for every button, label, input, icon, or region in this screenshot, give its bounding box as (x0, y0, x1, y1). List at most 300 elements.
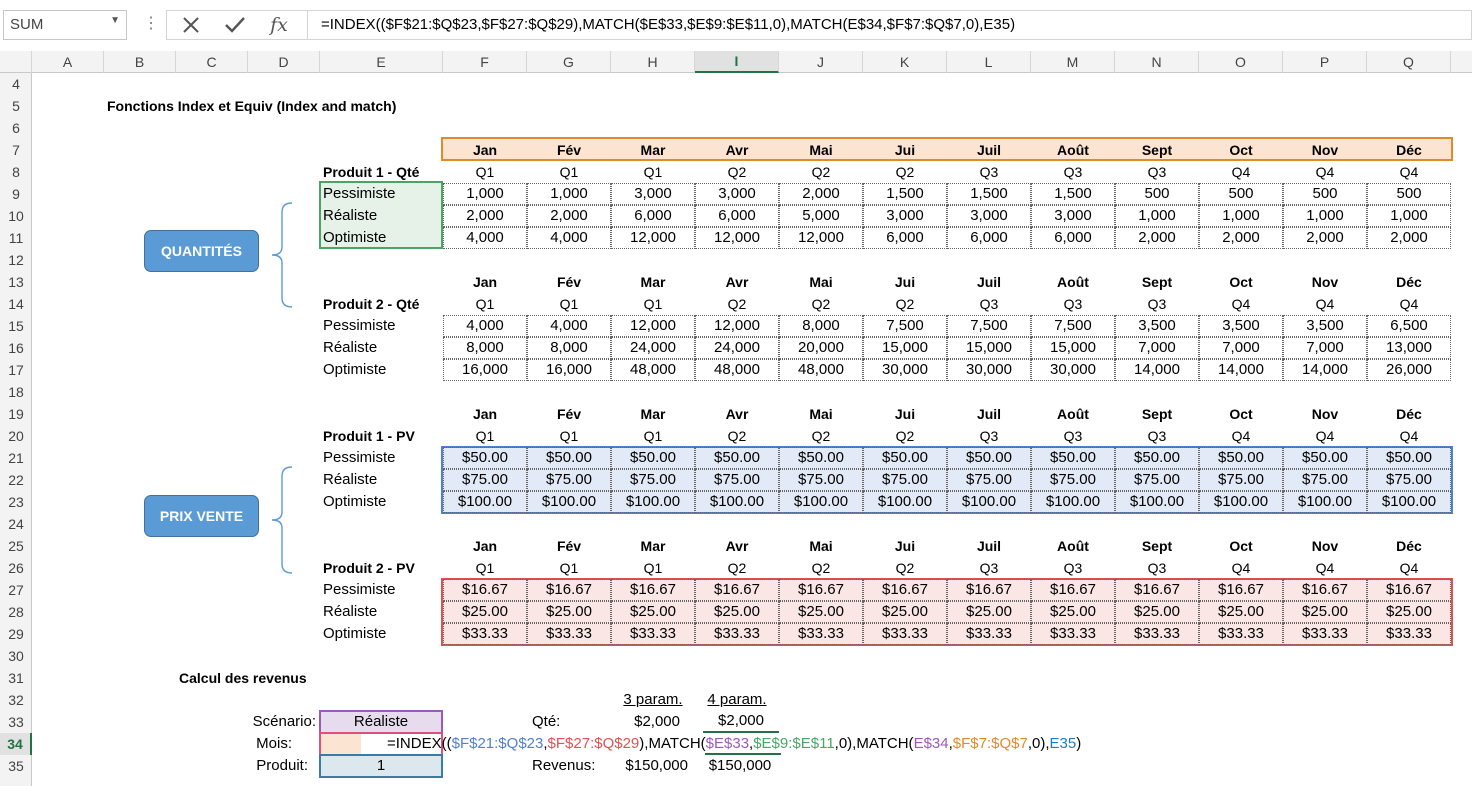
p2-qte-quarter[interactable]: Q2 (811, 296, 831, 312)
row-header-26[interactable]: 26 (8, 560, 24, 576)
p1-qte-month-header[interactable]: Sept (1141, 142, 1173, 158)
data-cell[interactable]: $75.00 (779, 469, 863, 491)
data-cell[interactable]: 6,000 (695, 205, 779, 227)
data-cell[interactable]: 4,000 (443, 227, 527, 249)
row-header-30[interactable]: 30 (8, 648, 24, 664)
p2-pv-quarter[interactable]: Q4 (1315, 560, 1335, 576)
p1-qte-quarter[interactable]: Q2 (811, 164, 831, 180)
data-cell[interactable]: 1,500 (863, 183, 947, 205)
p2-qte-label[interactable]: Produit 2 - Qté (323, 296, 420, 312)
data-cell[interactable]: $75.00 (527, 469, 611, 491)
qte-4param-value[interactable]: $2,000 (703, 711, 779, 733)
data-cell[interactable]: 24,000 (695, 337, 779, 359)
p1-pv-month-header[interactable]: Jan (472, 406, 498, 422)
p2-pv-scenario-label[interactable]: Pessimiste (323, 581, 396, 598)
p2-qte-quarter[interactable]: Q4 (1315, 296, 1335, 312)
p2-pv-quarter[interactable]: Q3 (1147, 560, 1167, 576)
p1-qte-quarter[interactable]: Q3 (1063, 164, 1083, 180)
column-header-k[interactable]: K (863, 51, 947, 73)
p2-qte-quarter[interactable]: Q4 (1399, 296, 1419, 312)
data-cell[interactable]: 24,000 (611, 337, 695, 359)
data-cell[interactable]: $33.33 (947, 623, 1031, 645)
produit-input[interactable]: 1 (319, 754, 443, 778)
p1-qte-quarter[interactable]: Q3 (979, 164, 999, 180)
p1-qte-scenario-label[interactable]: Pessimiste (323, 185, 396, 202)
row-header-33[interactable]: 33 (8, 714, 24, 730)
data-cell[interactable]: 6,000 (863, 227, 947, 249)
p1-qte-quarter[interactable]: Q4 (1231, 164, 1251, 180)
row-header-32[interactable]: 32 (8, 692, 24, 708)
data-cell[interactable]: 48,000 (779, 359, 863, 381)
data-cell[interactable]: $25.00 (1199, 601, 1283, 623)
data-cell[interactable]: $100.00 (779, 491, 863, 513)
data-cell[interactable]: 1,000 (527, 183, 611, 205)
data-cell[interactable]: 12,000 (611, 315, 695, 337)
p2-pv-label[interactable]: Produit 2 - PV (323, 560, 415, 576)
data-cell[interactable]: $25.00 (1031, 601, 1115, 623)
row-header-13[interactable]: 13 (8, 274, 24, 290)
data-cell[interactable]: 26,000 (1367, 359, 1451, 381)
row-header-9[interactable]: 9 (12, 186, 20, 202)
p1-qte-scenario-label[interactable]: Optimiste (323, 229, 387, 246)
p1-qte-quarter[interactable]: Q3 (1147, 164, 1167, 180)
data-cell[interactable]: 7,500 (1031, 315, 1115, 337)
data-cell[interactable]: $33.33 (1367, 623, 1451, 645)
data-cell[interactable]: $75.00 (947, 469, 1031, 491)
data-cell[interactable]: $100.00 (947, 491, 1031, 513)
data-cell[interactable]: $50.00 (695, 447, 779, 469)
data-cell[interactable]: 30,000 (863, 359, 947, 381)
data-cell[interactable]: 3,500 (1283, 315, 1367, 337)
in-cell-formula[interactable] (387, 733, 1081, 755)
column-header-m[interactable]: M (1031, 51, 1115, 73)
data-cell[interactable]: $50.00 (863, 447, 947, 469)
data-cell[interactable]: $33.33 (779, 623, 863, 645)
data-cell[interactable]: 500 (1199, 183, 1283, 205)
column-header-f[interactable]: F (443, 51, 527, 73)
p1-pv-month-header[interactable]: Fév (556, 406, 582, 422)
name-box[interactable] (3, 10, 127, 40)
data-cell[interactable]: 30,000 (947, 359, 1031, 381)
data-cell[interactable]: $100.00 (527, 491, 611, 513)
column-header-q[interactable]: Q (1367, 51, 1451, 73)
data-cell[interactable]: $100.00 (611, 491, 695, 513)
select-all-corner[interactable] (0, 51, 32, 73)
cancel-icon[interactable] (171, 11, 211, 39)
data-cell[interactable]: $75.00 (695, 469, 779, 491)
p2-pv-month-header[interactable]: Jan (472, 538, 498, 554)
param3-header[interactable]: 3 param. (623, 691, 683, 708)
p2-pv-quarter[interactable]: Q1 (475, 560, 495, 576)
p1-qte-month-header[interactable]: Jui (894, 142, 916, 158)
data-cell[interactable]: $25.00 (1283, 601, 1367, 623)
data-cell[interactable]: 1,500 (1031, 183, 1115, 205)
data-cell[interactable]: 7,000 (1199, 337, 1283, 359)
data-cell[interactable]: $16.67 (863, 579, 947, 601)
data-cell[interactable]: 12,000 (779, 227, 863, 249)
p1-qte-month-header[interactable]: Nov (1311, 142, 1339, 158)
p2-pv-quarter[interactable]: Q1 (643, 560, 663, 576)
p1-pv-scenario-label[interactable]: Pessimiste (323, 449, 396, 466)
p1-qte-label[interactable]: Produit 1 - Qté (323, 164, 420, 180)
more-options-icon[interactable]: ⋮ (143, 15, 157, 32)
p2-pv-month-header[interactable]: Mar (640, 538, 666, 554)
p1-qte-quarter[interactable]: Q1 (559, 164, 579, 180)
p1-pv-month-header[interactable]: Nov (1311, 406, 1339, 422)
p2-pv-month-header[interactable]: Nov (1311, 538, 1339, 554)
p1-qte-scenario-label[interactable]: Réaliste (323, 207, 378, 224)
column-header-e[interactable]: E (320, 51, 443, 73)
data-cell[interactable]: 3,500 (1199, 315, 1283, 337)
data-cell[interactable]: $50.00 (527, 447, 611, 469)
row-header-22[interactable]: 22 (8, 472, 24, 488)
column-header-l[interactable]: L (947, 51, 1031, 73)
data-cell[interactable]: $16.67 (1115, 579, 1199, 601)
data-cell[interactable]: 48,000 (695, 359, 779, 381)
row-header-21[interactable]: 21 (8, 450, 24, 466)
data-cell[interactable]: $25.00 (1115, 601, 1199, 623)
p1-pv-quarter[interactable]: Q4 (1315, 428, 1335, 444)
p1-pv-month-header[interactable]: Sept (1141, 406, 1173, 422)
row-header-7[interactable]: 7 (12, 142, 20, 158)
data-cell[interactable]: 7,000 (1283, 337, 1367, 359)
data-cell[interactable]: $50.00 (611, 447, 695, 469)
enter-check-icon[interactable] (215, 11, 255, 39)
data-cell[interactable]: $33.33 (611, 623, 695, 645)
row-header-16[interactable]: 16 (8, 340, 24, 356)
p1-pv-scenario-label[interactable]: Optimiste (323, 493, 387, 510)
data-cell[interactable]: 2,000 (1199, 227, 1283, 249)
row-header-34[interactable]: 34 (0, 733, 32, 755)
row-header-14[interactable]: 14 (8, 296, 24, 312)
data-cell[interactable]: $50.00 (779, 447, 863, 469)
data-cell[interactable]: 6,000 (1031, 227, 1115, 249)
p1-pv-quarter[interactable]: Q1 (559, 428, 579, 444)
prix-vente-shape[interactable]: PRIX VENTE (144, 495, 259, 537)
p2-pv-quarter[interactable]: Q4 (1399, 560, 1419, 576)
p2-pv-month-header[interactable]: Août (1057, 538, 1089, 554)
p1-pv-month-header[interactable]: Juil (976, 406, 1002, 422)
p1-pv-month-header[interactable]: Mai (809, 406, 833, 422)
column-header-a[interactable]: A (32, 51, 104, 73)
data-cell[interactable]: $75.00 (443, 469, 527, 491)
data-cell[interactable]: 4,000 (443, 315, 527, 337)
p2-pv-quarter[interactable]: Q2 (811, 560, 831, 576)
p1-pv-quarter[interactable]: Q3 (979, 428, 999, 444)
data-cell[interactable]: 8,000 (443, 337, 527, 359)
row-header-23[interactable]: 23 (8, 494, 24, 510)
p1-pv-label[interactable]: Produit 1 - PV (323, 428, 415, 444)
data-cell[interactable]: 14,000 (1199, 359, 1283, 381)
data-cell[interactable]: $50.00 (1199, 447, 1283, 469)
data-cell[interactable]: 14,000 (1283, 359, 1367, 381)
data-cell[interactable]: 3,000 (1031, 205, 1115, 227)
data-cell[interactable]: 12,000 (695, 315, 779, 337)
p1-qte-quarter[interactable]: Q2 (727, 164, 747, 180)
data-cell[interactable]: $33.33 (695, 623, 779, 645)
p1-pv-month-header[interactable]: Avr (725, 406, 749, 422)
p1-qte-month-header[interactable]: Mar (640, 142, 666, 158)
p2-qte-month-header[interactable]: Oct (1229, 274, 1253, 290)
p2-pv-month-header[interactable]: Sept (1141, 538, 1173, 554)
p1-pv-month-header[interactable]: Août (1057, 406, 1089, 422)
p1-pv-scenario-label[interactable]: Réaliste (323, 471, 378, 488)
row-header-29[interactable]: 29 (8, 626, 24, 642)
p1-pv-quarter[interactable]: Q1 (475, 428, 495, 444)
p1-qte-month-header[interactable]: Déc (1396, 142, 1422, 158)
p2-qte-quarter[interactable]: Q2 (895, 296, 915, 312)
data-cell[interactable]: $16.67 (1367, 579, 1451, 601)
data-cell[interactable]: 7,000 (1115, 337, 1199, 359)
p2-qte-month-header[interactable]: Sept (1141, 274, 1173, 290)
data-cell[interactable]: $16.67 (611, 579, 695, 601)
p2-pv-quarter[interactable]: Q4 (1231, 560, 1251, 576)
data-cell[interactable]: $75.00 (863, 469, 947, 491)
p2-pv-quarter[interactable]: Q2 (895, 560, 915, 576)
data-cell[interactable]: $25.00 (527, 601, 611, 623)
row-header-35[interactable]: 35 (8, 758, 24, 774)
p1-qte-quarter[interactable]: Q2 (895, 164, 915, 180)
qte-3param-value[interactable]: $2,000 (634, 713, 680, 730)
row-header-28[interactable]: 28 (8, 604, 24, 620)
p2-pv-month-header[interactable]: Oct (1229, 538, 1253, 554)
data-cell[interactable]: $16.67 (1031, 579, 1115, 601)
data-cell[interactable]: $16.67 (443, 579, 527, 601)
data-cell[interactable]: $100.00 (443, 491, 527, 513)
data-cell[interactable]: $33.33 (1031, 623, 1115, 645)
data-cell[interactable]: $16.67 (1199, 579, 1283, 601)
data-cell[interactable]: 2,000 (1283, 227, 1367, 249)
data-cell[interactable]: 1,000 (1367, 205, 1451, 227)
p2-qte-month-header[interactable]: Jui (894, 274, 916, 290)
data-cell[interactable]: $50.00 (443, 447, 527, 469)
data-cell[interactable]: $50.00 (1367, 447, 1451, 469)
data-cell[interactable]: 6,000 (947, 227, 1031, 249)
data-cell[interactable]: $16.67 (527, 579, 611, 601)
data-cell[interactable]: 2,000 (443, 205, 527, 227)
p2-qte-month-header[interactable]: Mar (640, 274, 666, 290)
data-cell[interactable]: 500 (1283, 183, 1367, 205)
data-cell[interactable]: $33.33 (443, 623, 527, 645)
data-cell[interactable]: 8,000 (779, 315, 863, 337)
data-cell[interactable]: 12,000 (695, 227, 779, 249)
column-header-o[interactable]: O (1199, 51, 1283, 73)
p2-pv-month-header[interactable]: Fév (556, 538, 582, 554)
p2-qte-scenario-label[interactable]: Pessimiste (323, 317, 396, 334)
row-header-10[interactable]: 10 (8, 208, 24, 224)
data-cell[interactable]: $33.33 (527, 623, 611, 645)
data-cell[interactable]: $33.33 (1199, 623, 1283, 645)
data-cell[interactable]: $75.00 (1367, 469, 1451, 491)
p1-pv-month-header[interactable]: Déc (1396, 406, 1422, 422)
p2-qte-quarter[interactable]: Q1 (475, 296, 495, 312)
p2-qte-quarter[interactable]: Q3 (1147, 296, 1167, 312)
data-cell[interactable]: 48,000 (611, 359, 695, 381)
p1-pv-month-header[interactable]: Oct (1229, 406, 1253, 422)
row-header-20[interactable]: 20 (8, 428, 24, 444)
revenus-3param-value[interactable]: $150,000 (625, 757, 688, 774)
data-cell[interactable]: 15,000 (1031, 337, 1115, 359)
row-header-24[interactable]: 24 (8, 516, 24, 532)
row-header-15[interactable]: 15 (8, 318, 24, 334)
p2-pv-month-header[interactable]: Jui (894, 538, 916, 554)
data-cell[interactable]: 1,000 (443, 183, 527, 205)
data-cell[interactable]: $100.00 (1199, 491, 1283, 513)
row-header-19[interactable]: 19 (8, 406, 24, 422)
row-header-17[interactable]: 17 (8, 362, 24, 378)
data-cell[interactable]: 7,500 (863, 315, 947, 337)
p2-qte-month-header[interactable]: Jan (472, 274, 498, 290)
row-header-18[interactable]: 18 (8, 384, 24, 400)
p2-qte-month-header[interactable]: Avr (725, 274, 749, 290)
data-cell[interactable]: 2,000 (779, 183, 863, 205)
p2-qte-quarter[interactable]: Q1 (643, 296, 663, 312)
p2-qte-month-header[interactable]: Nov (1311, 274, 1339, 290)
data-cell[interactable]: 14,000 (1115, 359, 1199, 381)
data-cell[interactable]: 2,000 (527, 205, 611, 227)
insert-function-icon[interactable]: fx (270, 14, 288, 36)
p1-pv-quarter[interactable]: Q2 (811, 428, 831, 444)
p1-pv-quarter[interactable]: Q2 (727, 428, 747, 444)
data-cell[interactable]: $50.00 (947, 447, 1031, 469)
formula-input[interactable]: =INDEX(($F$21:$Q$23,$F$27:$Q$29),MATCH($E$33,$E$9:$E$11,0),MATCH(E$34,$F$7:$Q$7,0),E35) (307, 10, 1472, 40)
p2-pv-scenario-label[interactable]: Optimiste (323, 625, 387, 642)
row-header-12[interactable]: 12 (8, 252, 24, 268)
data-cell[interactable]: 2,000 (1367, 227, 1451, 249)
p1-qte-month-header[interactable]: Oct (1229, 142, 1253, 158)
p1-pv-quarter[interactable]: Q4 (1399, 428, 1419, 444)
row-header-11[interactable]: 11 (8, 230, 24, 246)
data-cell[interactable]: $50.00 (1283, 447, 1367, 469)
data-cell[interactable]: 6,000 (611, 205, 695, 227)
p1-qte-quarter[interactable]: Q1 (475, 164, 495, 180)
column-header-g[interactable]: G (527, 51, 611, 73)
data-cell[interactable]: $75.00 (1115, 469, 1199, 491)
p1-qte-month-header[interactable]: Jan (472, 142, 498, 158)
data-cell[interactable]: $25.00 (1367, 601, 1451, 623)
p2-pv-month-header[interactable]: Mai (809, 538, 833, 554)
data-cell[interactable]: 3,000 (947, 205, 1031, 227)
row-header-25[interactable]: 25 (8, 538, 24, 554)
column-header-b[interactable]: B (104, 51, 176, 73)
p1-pv-month-header[interactable]: Mar (640, 406, 666, 422)
p2-pv-scenario-label[interactable]: Réaliste (323, 603, 378, 620)
p2-qte-month-header[interactable]: Mai (809, 274, 833, 290)
p2-qte-month-header[interactable]: Fév (556, 274, 582, 290)
scenario-input[interactable]: Réaliste (319, 710, 443, 734)
row-header-8[interactable]: 8 (12, 164, 20, 180)
data-cell[interactable]: $16.67 (695, 579, 779, 601)
data-cell[interactable]: 7,500 (947, 315, 1031, 337)
data-cell[interactable]: $100.00 (1115, 491, 1199, 513)
data-cell[interactable]: 500 (1367, 183, 1451, 205)
data-cell[interactable]: $75.00 (611, 469, 695, 491)
column-header-c[interactable]: C (176, 51, 248, 73)
p1-pv-quarter[interactable]: Q1 (643, 428, 663, 444)
row-header-5[interactable]: 5 (12, 98, 20, 114)
revenus-4param-value[interactable]: $150,000 (708, 757, 772, 774)
data-cell[interactable]: 12,000 (611, 227, 695, 249)
column-header-d[interactable]: D (248, 51, 320, 73)
data-cell[interactable]: $50.00 (1115, 447, 1199, 469)
p1-pv-month-header[interactable]: Jui (894, 406, 916, 422)
p1-qte-month-header[interactable]: Août (1057, 142, 1089, 158)
data-cell[interactable]: 2,000 (1115, 227, 1199, 249)
data-cell[interactable]: $33.33 (863, 623, 947, 645)
column-header-i[interactable]: I (695, 51, 779, 73)
p2-qte-quarter[interactable]: Q3 (1063, 296, 1083, 312)
p2-pv-quarter[interactable]: Q1 (559, 560, 579, 576)
data-cell[interactable]: 1,000 (1115, 205, 1199, 227)
data-cell[interactable]: 500 (1115, 183, 1199, 205)
column-header-n[interactable]: N (1115, 51, 1199, 73)
data-cell[interactable]: 16,000 (527, 359, 611, 381)
column-header-h[interactable]: H (611, 51, 695, 73)
p2-pv-quarter[interactable]: Q3 (1063, 560, 1083, 576)
data-cell[interactable]: 1,500 (947, 183, 1031, 205)
data-cell[interactable]: $100.00 (695, 491, 779, 513)
p1-pv-quarter[interactable]: Q2 (895, 428, 915, 444)
p2-qte-scenario-label[interactable]: Optimiste (323, 361, 387, 378)
data-cell[interactable]: 8,000 (527, 337, 611, 359)
data-cell[interactable]: 3,000 (611, 183, 695, 205)
p1-qte-month-header[interactable]: Juil (976, 142, 1002, 158)
p2-qte-month-header[interactable]: Juil (976, 274, 1002, 290)
data-cell[interactable]: 20,000 (779, 337, 863, 359)
p2-qte-quarter[interactable]: Q1 (559, 296, 579, 312)
data-cell[interactable]: $33.33 (1283, 623, 1367, 645)
data-cell[interactable]: $75.00 (1031, 469, 1115, 491)
p1-qte-quarter[interactable]: Q4 (1399, 164, 1419, 180)
column-header-j[interactable]: J (779, 51, 863, 73)
quantites-shape[interactable]: QUANTITÉS (144, 230, 259, 272)
p2-qte-scenario-label[interactable]: Réaliste (323, 339, 378, 356)
p1-pv-quarter[interactable]: Q4 (1231, 428, 1251, 444)
p2-pv-month-header[interactable]: Déc (1396, 538, 1422, 554)
column-header-p[interactable]: P (1283, 51, 1367, 73)
data-cell[interactable]: 15,000 (947, 337, 1031, 359)
data-cell[interactable]: $100.00 (1367, 491, 1451, 513)
p2-pv-month-header[interactable]: Avr (725, 538, 749, 554)
row-header-27[interactable]: 27 (8, 582, 24, 598)
data-cell[interactable]: 1,000 (1199, 205, 1283, 227)
p2-qte-quarter[interactable]: Q4 (1231, 296, 1251, 312)
data-cell[interactable]: $16.67 (1283, 579, 1367, 601)
data-cell[interactable]: $25.00 (611, 601, 695, 623)
data-cell[interactable]: $25.00 (443, 601, 527, 623)
p2-pv-month-header[interactable]: Juil (976, 538, 1002, 554)
data-cell[interactable]: 4,000 (527, 315, 611, 337)
data-cell[interactable]: 30,000 (1031, 359, 1115, 381)
p2-qte-quarter[interactable]: Q3 (979, 296, 999, 312)
p1-pv-quarter[interactable]: Q3 (1147, 428, 1167, 444)
p2-pv-quarter[interactable]: Q2 (727, 560, 747, 576)
p1-qte-quarter[interactable]: Q1 (643, 164, 663, 180)
data-cell[interactable]: 16,000 (443, 359, 527, 381)
p2-qte-month-header[interactable]: Déc (1396, 274, 1422, 290)
data-cell[interactable]: $50.00 (1031, 447, 1115, 469)
data-cell[interactable]: 13,000 (1367, 337, 1451, 359)
data-cell[interactable]: $25.00 (695, 601, 779, 623)
data-cell[interactable]: 5,000 (779, 205, 863, 227)
p1-qte-month-header[interactable]: Mai (809, 142, 833, 158)
param4-header[interactable]: 4 param. (707, 691, 767, 708)
data-cell[interactable]: 3,000 (695, 183, 779, 205)
data-cell[interactable]: $100.00 (1283, 491, 1367, 513)
row-header-31[interactable]: 31 (8, 670, 24, 686)
p1-qte-month-header[interactable]: Fév (556, 142, 582, 158)
row-header-4[interactable]: 4 (12, 76, 20, 92)
